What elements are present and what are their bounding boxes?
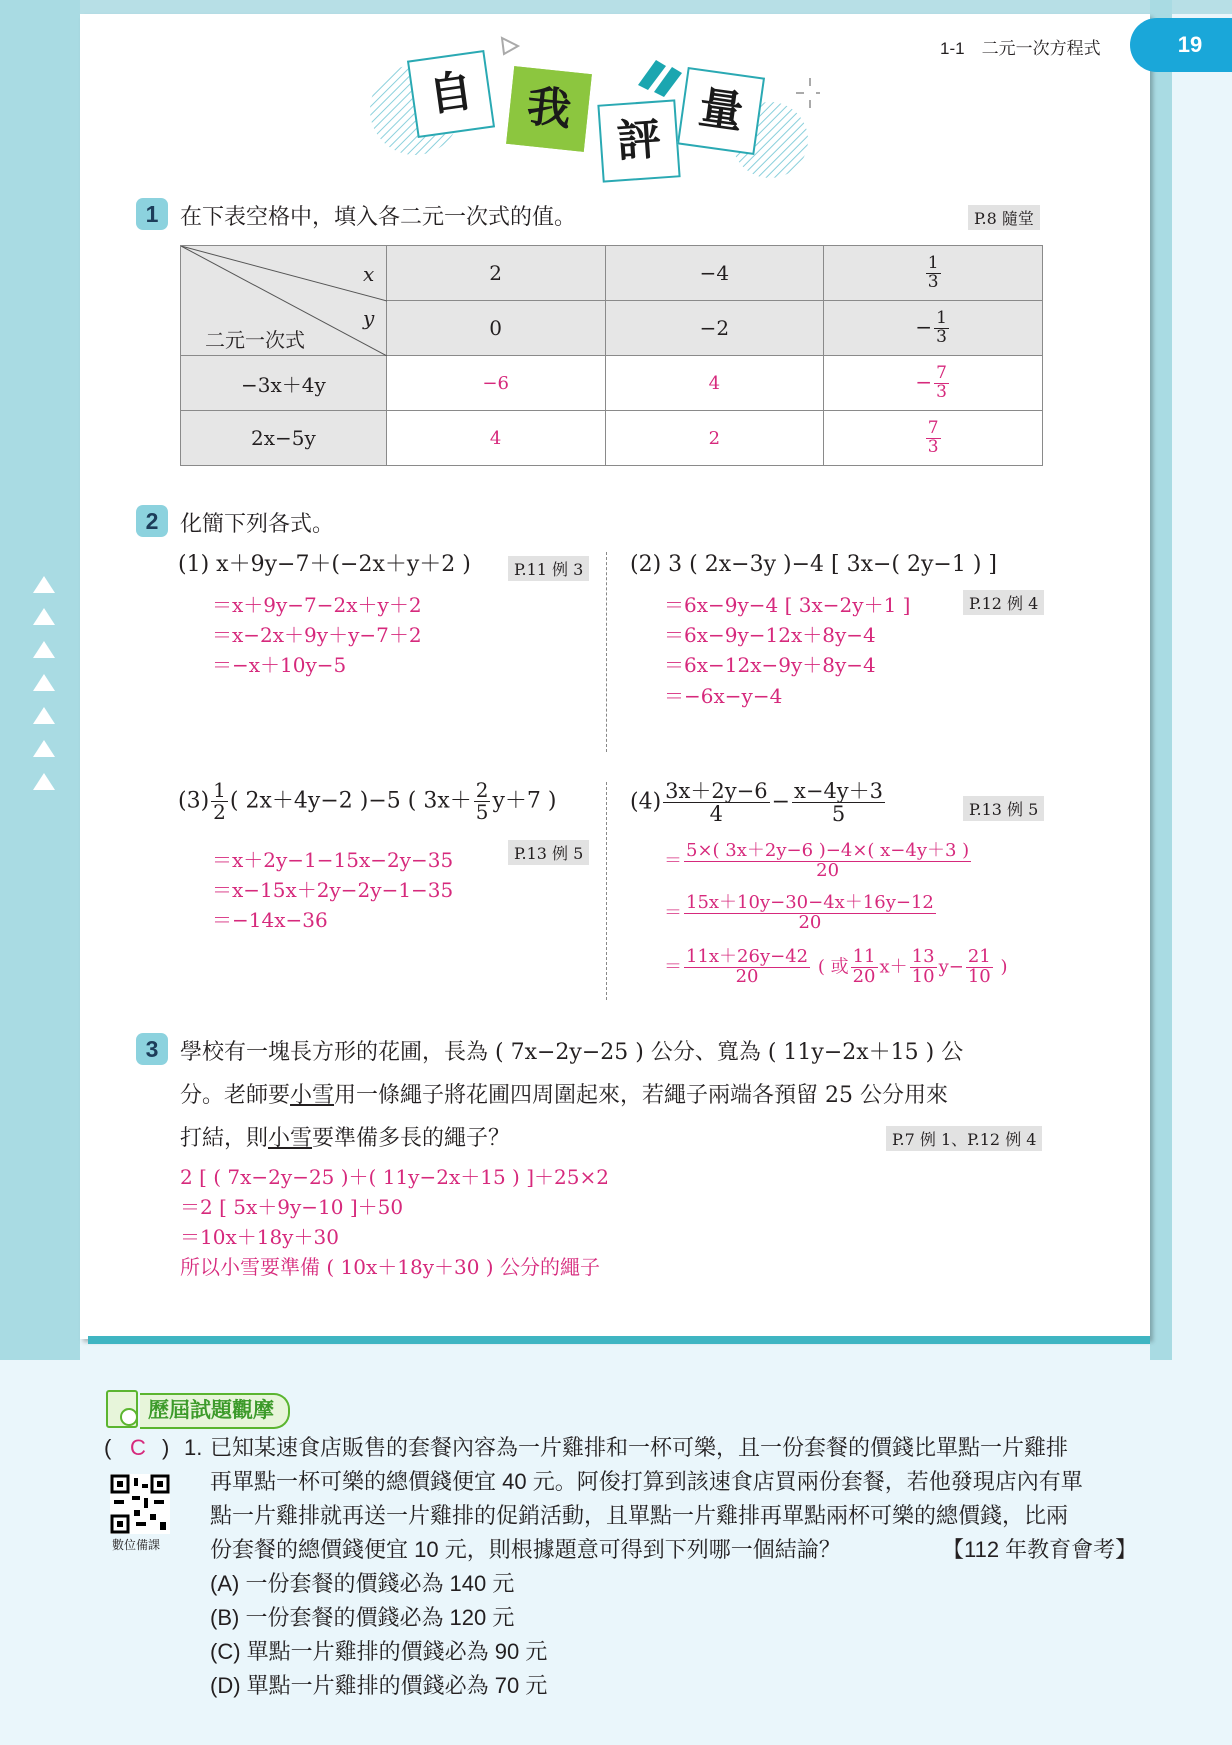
solution-step: ＝2 [ 5x＋9y−10 ]＋50 bbox=[180, 1195, 404, 1219]
question-3-line-2: 分。老師要小雪用一條繩子將花圃四周圍起來，若繩子兩端各預留 25 公分用來 bbox=[180, 1083, 949, 1108]
exam-source: 【112 年教育會考】 bbox=[942, 1537, 1138, 1562]
option-a: (A) 一份套餐的價錢必為 140 元 bbox=[210, 1571, 515, 1596]
problem-1: (1) x＋9y−7＋(−2x＋y＋2 ) bbox=[178, 552, 471, 577]
page-number: 19 bbox=[1177, 32, 1203, 57]
answer-cell bbox=[824, 411, 1043, 466]
solution-step: ＝ $\frac{15x+10y-30-4x+16y-12}{20}$ bbox=[664, 892, 934, 933]
exam-question-line: 再單點一杯可樂的總價錢便宜 40 元。阿俊打算到該速食店買兩份套餐，若他發現店內有單 bbox=[210, 1469, 1083, 1494]
question-2-number: 2 bbox=[136, 505, 168, 537]
problem-1-ref: P.11 例 3 bbox=[508, 556, 589, 581]
option-d: (D) 單點一片雞排的價錢必為 70 元 bbox=[210, 1673, 548, 1698]
column-divider bbox=[606, 552, 607, 752]
corner-x-label: x bbox=[363, 262, 375, 286]
y-value-cell: − $\frac{1}{3}$ bbox=[824, 301, 1043, 356]
triangle-decoration-icon bbox=[33, 674, 55, 691]
quote-mark-icon bbox=[638, 60, 682, 97]
problem-3: (3) $\frac{1}{2}$ ( 2x＋4y−2 )−5 ( 3x＋ $\frac{2}{5}$ y＋7 ) bbox=[178, 778, 557, 824]
question-2-text: 化簡下列各式。 bbox=[180, 512, 335, 537]
banner-char-2: 我 bbox=[506, 66, 592, 152]
triangle-decoration-icon bbox=[33, 608, 55, 625]
answer-cell: − $\frac{7}{3}$ bbox=[824, 356, 1043, 411]
expr-cell: 2x−5y bbox=[181, 411, 387, 466]
y-fraction: $\frac{1}{3}$ bbox=[936, 307, 947, 347]
solution-step: ＝ $\frac{5\times( 3x+2y-6 )-4\times( x-4y+3 )}{20}$ bbox=[664, 840, 970, 881]
question-1-text: 在下表空格中，填入各二元一次式的值。 bbox=[180, 205, 577, 230]
problem-4: (4) $\frac{3x+2y-6}{4}$ − $\frac{x-4y+3}{5}$ bbox=[630, 779, 884, 827]
solution-step: ＝−14x−36 bbox=[212, 908, 328, 932]
option-b: (B) 一份套餐的價錢必為 120 元 bbox=[210, 1605, 515, 1630]
solution-step: ＝6x−12x−9y＋8y−4 bbox=[664, 653, 876, 677]
solution-step: ＝−x＋10y−5 bbox=[212, 653, 347, 677]
solution-step: ＝x＋9y−7−2x＋y＋2 bbox=[212, 593, 422, 617]
y-value-cell: 0 bbox=[386, 301, 605, 356]
solution-step: ＝10x＋18y＋30 bbox=[180, 1225, 339, 1249]
x-fraction: $\frac{1}{3}$ bbox=[927, 252, 939, 292]
problem-2-ref: P.12 例 4 bbox=[963, 590, 1044, 615]
answer-cell: −6 bbox=[386, 356, 605, 411]
answer-close-paren: ) bbox=[162, 1435, 170, 1460]
answer-cell: 4 bbox=[605, 356, 824, 411]
answer-cell: 4 bbox=[386, 411, 605, 466]
exam-question-line: 已知某速食店販售的套餐內容為一片雞排和一杯可樂，且一份套餐的價錢比單點一片雞排 bbox=[210, 1435, 1069, 1460]
exam-question-line: 點一片雞排就再送一片雞排的促銷活動，且單點一片雞排再單點兩杯可樂的總價錢，比兩 bbox=[210, 1503, 1069, 1528]
question-1-ref: P.8 隨堂 bbox=[968, 205, 1040, 230]
qr-code-icon bbox=[110, 1474, 170, 1534]
question-1-number: 1 bbox=[136, 198, 168, 230]
triangle-decoration-icon bbox=[33, 641, 55, 658]
value-table bbox=[180, 245, 1043, 466]
problem-2: (2) 3 ( 2x−3y )−4 [ 3x−( 2y−1 ) ] bbox=[630, 552, 998, 577]
column-divider bbox=[606, 782, 607, 1000]
triangle-decoration-icon bbox=[33, 773, 55, 790]
banner-char-1: 自 bbox=[407, 50, 495, 138]
table-corner-cell bbox=[181, 246, 387, 356]
answer-cell: 2 bbox=[605, 411, 824, 466]
problem-3-ref: P.13 例 5 bbox=[508, 840, 589, 865]
answer-fraction: $\frac{7}{3}$ bbox=[927, 417, 939, 457]
corner-y-label: y bbox=[363, 306, 375, 330]
question-3-line-3: 打結，則小雪要準備多長的繩子？ bbox=[180, 1126, 511, 1151]
banner-char-3: 評 bbox=[597, 99, 680, 182]
solution-step: ＝x−2x＋9y＋y−7＋2 bbox=[212, 623, 422, 647]
question-3-number: 3 bbox=[136, 1033, 168, 1065]
solution-step: 2 [ ( 7x−2y−25 )＋( 11y−2x＋15 ) ]＋25×2 bbox=[180, 1165, 609, 1189]
triangle-decoration-icon bbox=[33, 576, 55, 593]
solution-step: ＝x−15x＋2y−2y−1−35 bbox=[212, 878, 454, 902]
problem-4-ref: P.13 例 5 bbox=[963, 796, 1044, 821]
magnifier-icon bbox=[120, 1408, 138, 1426]
play-triangle-icon bbox=[502, 38, 518, 54]
page-bottom-rule bbox=[88, 1336, 1150, 1344]
question-3-ref: P.7 例 1、P.12 例 4 bbox=[886, 1126, 1042, 1151]
corner-expr-label: 二元一次式 bbox=[205, 328, 305, 352]
x-value-cell: 2 bbox=[386, 246, 605, 301]
triangle-decoration-icon bbox=[33, 707, 55, 724]
y-value-cell: −2 bbox=[605, 301, 824, 356]
triangle-decoration-icon bbox=[33, 740, 55, 757]
right-margin-band bbox=[1150, 0, 1172, 1360]
question-3-line-1: 學校有一塊長方形的花圃，長為 ( 7x−2y−25 ) 公分、寬為 ( 11y−2x＋15 ) 公 bbox=[180, 1040, 964, 1065]
top-band bbox=[0, 0, 1232, 14]
qr-caption: 數位備課 bbox=[112, 1538, 161, 1552]
exam-question-line: 份套餐的總價錢便宜 10 元，則根據題意可得到下列哪一個結論？ bbox=[210, 1537, 841, 1562]
section-title: 1-1 二元一次方程式 bbox=[940, 39, 1101, 58]
sparkle-icon bbox=[796, 78, 820, 108]
x-value-cell: −4 bbox=[605, 246, 824, 301]
exam-heading: 歷屆試題觀摩 bbox=[140, 1393, 290, 1429]
answer-fraction: $\frac{7}{3}$ bbox=[936, 362, 947, 402]
expr-cell: −3x＋4y bbox=[181, 356, 387, 411]
banner-char-4: 量 bbox=[677, 67, 765, 155]
solution-step: ＝6x−9y−12x＋8y−4 bbox=[664, 623, 876, 647]
solution-step: ＝x＋2y−1−15x−2y−35 bbox=[212, 848, 454, 872]
solution-step: ＝ $\frac{11x+26y-42}{20}$ ( 或 $\frac{11}{20}$ x＋ $\frac{13}{10}$ y− $\frac{21}{10}$ ) bbox=[664, 946, 1008, 987]
solution-step: ＝6x−9y−4 [ 3x−2y＋1 ] bbox=[664, 593, 911, 617]
x-value-cell bbox=[824, 246, 1043, 301]
solution-step: ＝−6x−y−4 bbox=[664, 684, 783, 708]
solution-step: 所以小雪要準備 ( 10x＋18y＋30 ) 公分的繩子 bbox=[180, 1255, 600, 1279]
option-c: (C) 單點一片雞排的價錢必為 90 元 bbox=[210, 1639, 548, 1664]
answer-letter: C bbox=[130, 1435, 146, 1460]
answer-open-paren: ( bbox=[104, 1435, 112, 1460]
exam-question-number: 1. bbox=[184, 1435, 203, 1460]
